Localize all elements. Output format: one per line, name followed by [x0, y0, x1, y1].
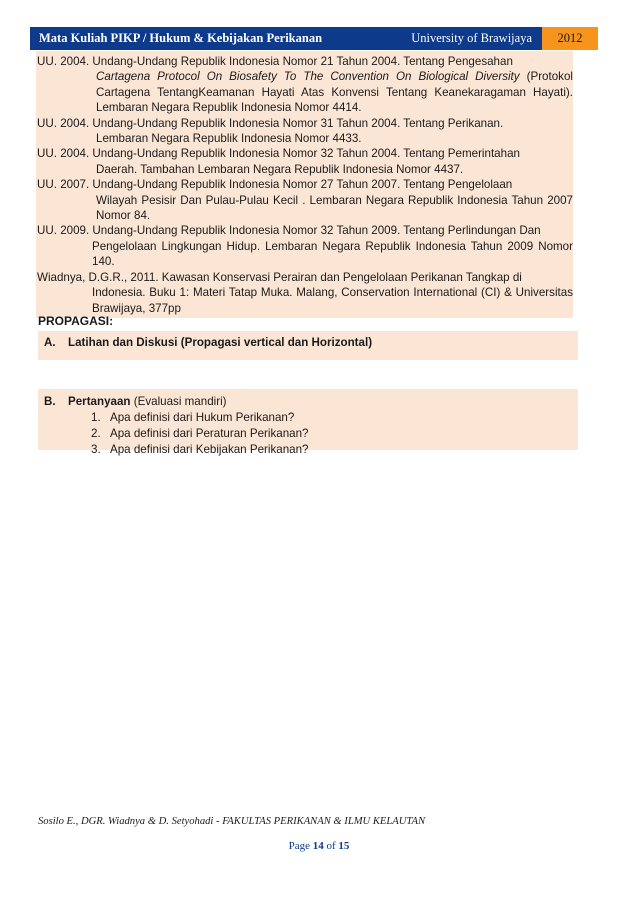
reference-list: [36, 51, 573, 318]
question-item: [38, 441, 578, 457]
section-a-box: [38, 331, 578, 360]
university-name: University of Brawijaya: [411, 31, 532, 45]
reference-item: [36, 54, 573, 116]
reference-first-line: Wiadnya, D.G.R., 2011. Kawasan Konservasi Perairan dan Pengelolaan Perikanan Tangkap di: [37, 270, 522, 284]
question-list: [38, 409, 578, 457]
reference-first-line: UU. 2004. Undang-Undang Republik Indonesia Nomor 21 Tahun 2004. Tentang Pengesahan: [37, 55, 513, 68]
question-number: 2.: [91, 426, 101, 440]
section-b-subheading: (Evaluasi mandiri): [130, 394, 227, 408]
section-b-letter: B.: [44, 394, 56, 408]
reference-item: [36, 116, 573, 147]
propagasi-title: PROPAGASI:: [38, 314, 114, 328]
page-current: 14: [312, 840, 324, 852]
reference-first-line: UU. 2007. Undang-Undang Republik Indonesia Nomor 27 Tahun 2007. Tentang Pengelolaan: [37, 178, 513, 192]
reference-continuation: Daerah. Tambahan Lembaran Negara Republik Indonesia Nomor 4437.: [96, 162, 464, 176]
reference-first-line: UU. 2004. Undang-Undang Republik Indonesia Nomor 32 Tahun 2004. Tentang Pemerintahan: [37, 147, 520, 161]
section-a-text: Latihan dan Diskusi (Propagasi vertical dan Horizontal): [68, 335, 373, 349]
page-label: Page: [288, 840, 310, 852]
reference-first-line: UU. 2004. Undang-Undang Republik Indonesia Nomor 31 Tahun 2004. Tentang Perikanan.: [37, 116, 504, 130]
section-b-heading: Pertanyaan: [68, 394, 131, 408]
footer-authors: Sosilo E., DGR. Wiadnya & D. Setyohadi - FAKULTAS PERIKANAN & ILMU KELAUTAN: [38, 816, 426, 827]
header-year: 2012: [542, 27, 598, 50]
header-bar: [30, 27, 542, 50]
reference-continuation: Wilayah Pesisir Dan Pulau-Pulau Kecil . Lembaran Negara Republik Indonesia Tahun 2007 Nomor 84.: [96, 193, 573, 223]
reference-first-line: UU. 2009. Undang-Undang Republik Indonesia Nomor 32 Tahun 2009. Tentang Perlindungan Dan: [37, 224, 541, 238]
reference-continuation: Lembaran Negara Republik Indonesia Nomor 4433.: [96, 132, 362, 146]
reference-continuation: Pengelolaan Lingkungan Hidup. Lembaran Negara Republik Indonesia Tahun 2009 Nomor 140.: [92, 239, 573, 269]
reference-item: [36, 223, 573, 269]
reference-continuation: [36, 69, 573, 115]
page-of: of: [326, 840, 336, 852]
question-text: Apa definisi dari Peraturan Perikanan?: [110, 426, 309, 440]
page-number: [0, 840, 638, 852]
section-b-box: [38, 389, 578, 456]
reference-item: [36, 270, 573, 316]
reference-item: [36, 146, 573, 177]
reference-italic-title: Cartagena Protocol On Biosafety To The Convention On Biological Diversity: [96, 70, 520, 84]
question-number: 3.: [91, 442, 101, 456]
page-header: [30, 27, 598, 50]
question-number: 1.: [91, 410, 101, 424]
question-item: [38, 425, 578, 441]
reference-continuation: Indonesia. Buku 1: Materi Tatap Muka. Malang, Conservation International (CI) & Universitas Brawijaya, 377pp: [92, 286, 573, 315]
question-text: Apa definisi dari Hukum Perikanan?: [110, 410, 295, 424]
question-text: Apa definisi dari Kebijakan Perikanan?: [110, 442, 309, 456]
page-total: 15: [338, 840, 350, 852]
reference-item: [36, 177, 573, 223]
section-a-letter: A.: [44, 335, 56, 349]
question-item: [38, 409, 578, 425]
reference-text: (Protokol Cartagena TentangKeamanan Hayati Atas Konvensi Tentang Keanekaragaman Hayati). Lembaran Negara Republik Indonesia Nomor 4414.: [96, 70, 573, 115]
course-title: Mata Kuliah PIKP / Hukum & Kebijakan Perikanan: [39, 31, 323, 45]
